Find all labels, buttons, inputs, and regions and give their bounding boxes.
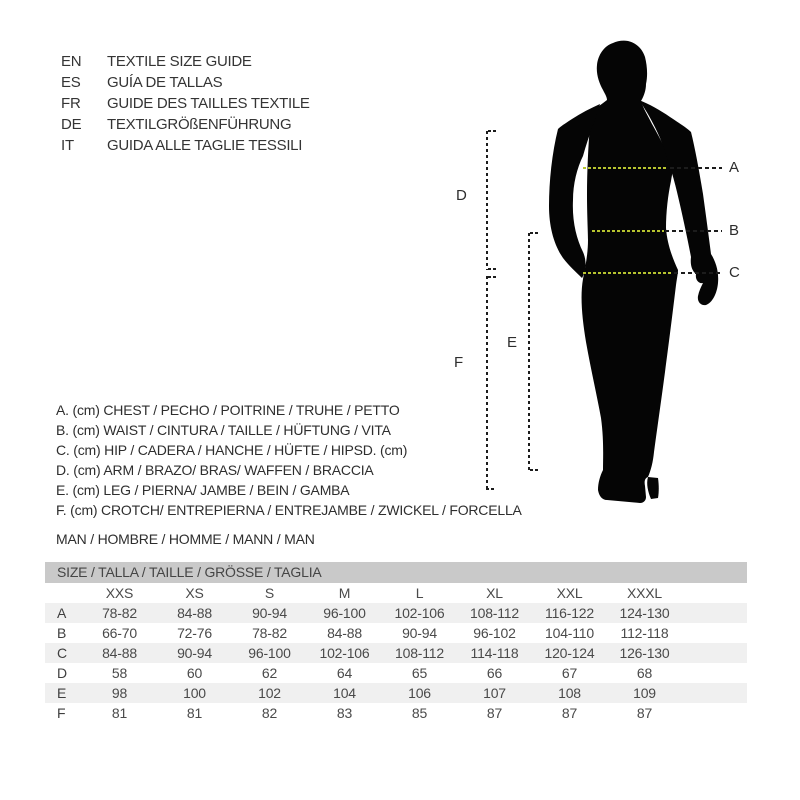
size-value-cell: 90-94 <box>252 605 287 621</box>
size-value-cell: 107 <box>483 685 506 701</box>
measure-label-e: E <box>507 334 518 351</box>
lang-title: GUÍA DE TALLAS <box>107 74 223 91</box>
legend-item-arm: D. (cm) ARM / BRAZO/ BRAS/ WAFFEN / BRACCIA <box>56 462 374 478</box>
filler-cell <box>682 643 747 663</box>
crotch-line-bottom-tick <box>486 488 494 490</box>
legend-item-crotch: F. (cm) CROTCH/ ENTREPIERNA / ENTREJAMBE / ZWICKEL / FORCELLA <box>56 502 522 518</box>
size-value-cell: 98 <box>111 685 128 701</box>
hip-line-on-body <box>583 272 673 274</box>
row-label: E <box>57 685 67 701</box>
size-value-cell: 72-76 <box>177 625 212 641</box>
table-row <box>45 663 747 683</box>
col-header-xl: XL <box>486 585 503 601</box>
size-header-row <box>45 583 747 603</box>
lang-title: GUIDA ALLE TAGLIE TESSILI <box>107 137 303 154</box>
size-value-cell: 96-100 <box>248 645 291 661</box>
leg-line <box>528 233 530 471</box>
crotch-line <box>486 276 488 490</box>
filler-cell <box>682 703 747 723</box>
size-value-cell: 124-130 <box>619 605 670 621</box>
measure-label-f: F <box>454 354 464 371</box>
arm-line-bottom-tick <box>488 268 496 270</box>
size-value-cell: 90-94 <box>402 625 437 641</box>
filler-cell <box>682 683 747 703</box>
lang-code: EN <box>61 53 82 70</box>
legend-item-waist: B. (cm) WAIST / CINTURA / TAILLE / HÜFTUNG / VITA <box>56 422 391 438</box>
legend-item-chest: A. (cm) CHEST / PECHO / POITRINE / TRUHE / PETTO <box>56 402 400 418</box>
chest-line-leader <box>670 167 722 169</box>
row-label: C <box>57 645 67 661</box>
table-row <box>45 683 747 703</box>
crotch-line-top-tick <box>488 276 496 278</box>
col-header-xs: XS <box>185 585 204 601</box>
size-value-cell: 108-112 <box>470 605 519 621</box>
measure-label-d: D <box>456 187 467 204</box>
size-value-cell: 82 <box>261 705 278 721</box>
size-value-cell: 108 <box>558 685 581 701</box>
size-value-cell: 102 <box>258 685 281 701</box>
table-row <box>45 643 747 663</box>
size-value-cell: 81 <box>186 705 203 721</box>
lang-code: ES <box>61 74 81 91</box>
lang-code: DE <box>61 116 82 133</box>
size-value-cell: 96-100 <box>323 605 366 621</box>
size-value-cell: 65 <box>411 665 428 681</box>
lang-code: FR <box>61 95 81 112</box>
size-value-cell: 85 <box>411 705 428 721</box>
filler-cell <box>682 663 747 683</box>
size-value-cell: 62 <box>261 665 278 681</box>
col-header-s: S <box>264 585 275 601</box>
size-value-cell: 87 <box>486 705 503 721</box>
col-header-xxl: XXL <box>556 585 583 601</box>
size-value-cell: 126-130 <box>619 645 670 661</box>
size-value-cell: 104 <box>333 685 356 701</box>
waist-line-on-body <box>592 230 664 232</box>
row-label: F <box>57 705 66 721</box>
size-table-body <box>45 583 747 723</box>
lang-code: IT <box>61 137 74 154</box>
lang-title: GUIDE DES TAILLES TEXTILE <box>107 95 310 112</box>
filler-cell <box>682 623 747 643</box>
size-value-cell: 84-88 <box>102 645 137 661</box>
size-value-cell: 60 <box>186 665 203 681</box>
col-header-xxxl: XXXL <box>627 585 662 601</box>
size-value-cell: 120-124 <box>544 645 595 661</box>
size-table <box>45 583 747 723</box>
row-label: B <box>57 625 67 641</box>
size-value-cell: 67 <box>561 665 578 681</box>
size-value-cell: 84-88 <box>177 605 212 621</box>
size-value-cell: 64 <box>336 665 353 681</box>
size-value-cell: 78-82 <box>252 625 287 641</box>
size-value-cell: 112-118 <box>620 625 669 641</box>
size-value-cell: 100 <box>183 685 206 701</box>
filler-cell <box>682 583 747 603</box>
col-header-xxs: XXS <box>105 585 134 601</box>
measure-label-c: C <box>729 264 740 281</box>
leg-line-top-tick <box>530 232 538 234</box>
legend-item-leg: E. (cm) LEG / PIERNA/ JAMBE / BEIN / GAMBA <box>56 482 350 498</box>
size-value-cell: 96-102 <box>473 625 516 641</box>
size-value-cell: 106 <box>408 685 431 701</box>
filler-cell <box>682 603 747 623</box>
size-value-cell: 87 <box>561 705 578 721</box>
corner-cell <box>45 583 82 603</box>
leg-line-bottom-tick <box>530 469 538 471</box>
size-value-cell: 58 <box>111 665 128 681</box>
lang-title: TEXTILGRÖßENFÜHRUNG <box>107 116 292 133</box>
size-value-cell: 102-106 <box>319 645 370 661</box>
measure-label-a: A <box>729 159 740 176</box>
size-value-cell: 66 <box>486 665 503 681</box>
arm-line <box>486 131 488 270</box>
size-value-cell: 84-88 <box>327 625 362 641</box>
size-value-cell: 108-112 <box>395 645 444 661</box>
size-value-cell: 102-106 <box>394 605 445 621</box>
size-value-cell: 81 <box>111 705 128 721</box>
size-table-title: SIZE / TALLA / TAILLE / GRÖSSE / TAGLIA <box>45 562 747 583</box>
row-label: A <box>57 605 67 621</box>
size-value-cell: 78-82 <box>102 605 137 621</box>
size-value-cell: 104-110 <box>545 625 594 641</box>
size-value-cell: 114-118 <box>470 645 519 661</box>
size-value-cell: 66-70 <box>102 625 137 641</box>
size-value-cell: 109 <box>633 685 656 701</box>
hip-line-leader <box>674 272 722 274</box>
waist-line-leader <box>665 230 722 232</box>
col-header-m: M <box>338 585 351 601</box>
arm-line-top-tick <box>488 130 496 132</box>
size-value-cell: 83 <box>336 705 353 721</box>
row-label: D <box>57 665 67 681</box>
measure-label-b: B <box>729 222 740 239</box>
col-header-l: L <box>415 585 424 601</box>
table-row <box>45 623 747 643</box>
table-row <box>45 603 747 623</box>
legend-item-hip: C. (cm) HIP / CADERA / HANCHE / HÜFTE / HIPSD. (cm) <box>56 442 408 458</box>
size-value-cell: 116-122 <box>545 605 594 621</box>
table-row <box>45 703 747 723</box>
size-value-cell: 87 <box>636 705 653 721</box>
size-value-cell: 68 <box>636 665 653 681</box>
lang-title: TEXTILE SIZE GUIDE <box>107 53 252 70</box>
chest-line-on-body <box>583 167 668 169</box>
gender-label: MAN / HOMBRE / HOMME / MANN / MAN <box>56 531 315 547</box>
size-value-cell: 90-94 <box>177 645 212 661</box>
